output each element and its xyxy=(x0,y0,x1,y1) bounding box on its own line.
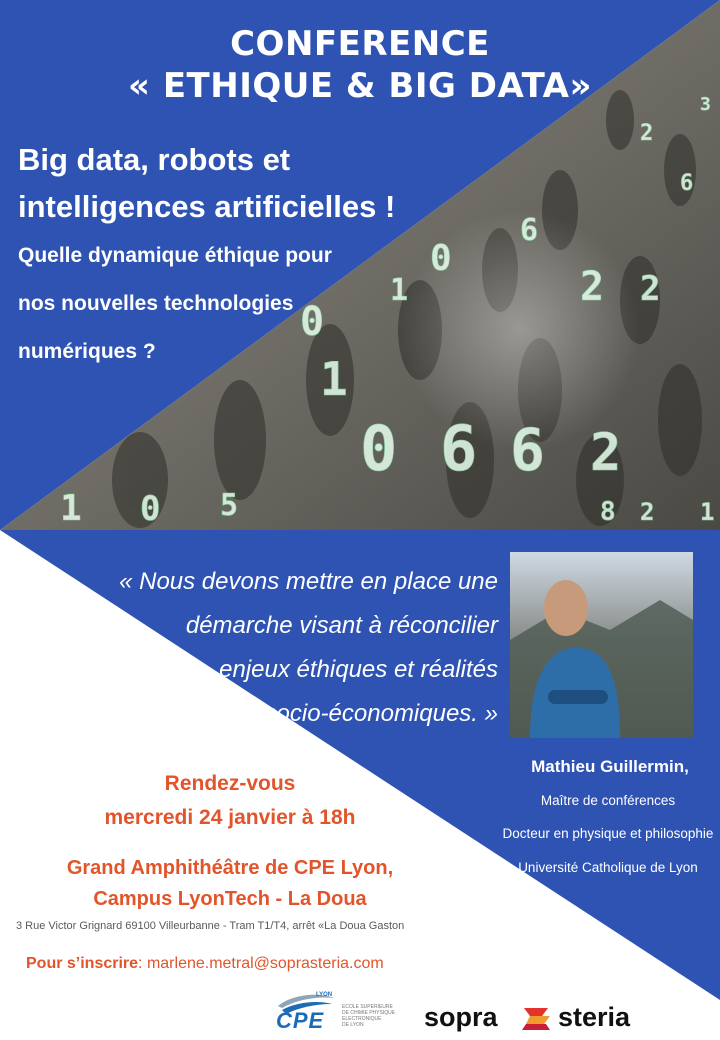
cpe-tag-3: DE LYON xyxy=(342,1022,364,1028)
event-date: mercredi 24 janvier à 18h xyxy=(104,806,356,829)
photo-digit: 6 xyxy=(510,416,545,484)
venue-address: 3 Rue Victor Grignard 69100 Villeurbanne - Tram T1/T4, arrêt «La Doua Gaston xyxy=(16,920,405,932)
subheading-line-2: intelligences artificielles ! xyxy=(18,189,396,224)
steria-text: steria xyxy=(558,1002,631,1032)
cpe-text: CPE xyxy=(276,1008,325,1033)
speaker-role-3: Université Catholique de Lyon xyxy=(518,860,698,875)
photo-digit: 1 xyxy=(390,273,409,308)
signup-line xyxy=(26,955,384,973)
photo-digit: 1 xyxy=(320,352,348,406)
venue-line-2: Campus LyonTech - La Doua xyxy=(93,888,367,910)
photo-digit: 2 xyxy=(590,423,622,483)
photo-digit: 2 xyxy=(580,264,605,310)
rendezvous-label: Rendez-vous xyxy=(164,772,296,795)
photo-digit: 2 xyxy=(640,498,655,526)
speaker-role-2: Docteur en physique et philosophie xyxy=(502,826,714,841)
photo-digit: 3 xyxy=(700,94,711,115)
photo-digit: 5 xyxy=(220,488,239,523)
speaker-photo xyxy=(510,552,693,738)
photo-digit: 0 xyxy=(360,412,398,485)
cpe-city: LYON xyxy=(316,992,333,998)
cpe-logo xyxy=(272,990,422,1036)
sopra-text: sopra xyxy=(424,1002,498,1032)
photo-digit: 2 xyxy=(640,269,661,309)
photo-digit: 6 xyxy=(520,213,539,248)
cpe-tag-1: ECOLE SUPERIEURE xyxy=(342,1004,393,1010)
venue-line-1: Grand Amphithéâtre de CPE Lyon, xyxy=(66,857,394,879)
title-line-2: « ETHIQUE & BIG DATA» xyxy=(128,66,592,106)
signup-email-link[interactable]: marlene.metral@soprasteria.com xyxy=(146,955,384,972)
speaker-name: Mathieu Guillermin, xyxy=(531,757,689,776)
photo-digit: 0 xyxy=(140,489,161,529)
photo-digit: 0 xyxy=(300,299,325,345)
photo-digit: 2 xyxy=(640,121,654,146)
sopra-steria-logo xyxy=(424,1000,684,1040)
subheading-line-5: numériques ? xyxy=(18,340,156,363)
title-line-1: CONFERENCE xyxy=(230,24,490,64)
cpe-tagline xyxy=(342,1004,422,1028)
photo-digit: 8 xyxy=(600,497,616,527)
signup-separator: : xyxy=(138,955,143,972)
subheading-line-3: Quelle dynamique éthique pour xyxy=(18,244,332,267)
quote-line-4: socio-économiques. » xyxy=(264,700,498,727)
photo-digit: 1 xyxy=(700,498,715,526)
signup-label: Pour s’inscrire xyxy=(26,955,139,972)
photo-digit: 0 xyxy=(430,238,452,279)
photo-digit: 1 xyxy=(60,488,82,529)
quote-line-1: « Nous devons mettre en place une xyxy=(119,568,498,595)
photo-digit: 6 xyxy=(440,412,478,485)
cpe-tag-2: DE CHIMIE PHYSIQUE ELECTRONIQUE xyxy=(342,1010,396,1022)
quote-line-3: enjeux éthiques et réalités xyxy=(219,656,498,683)
sopra-steria-mark-icon xyxy=(520,1006,554,1032)
photo-digit: 6 xyxy=(680,171,694,196)
subheading-line-4: nos nouvelles technologies xyxy=(18,292,294,315)
subheading-line-1: Big data, robots et xyxy=(18,142,291,177)
quote-line-2: démarche visant à réconcilier xyxy=(185,612,498,639)
speaker-role-1: Maître de conférences xyxy=(540,793,676,808)
